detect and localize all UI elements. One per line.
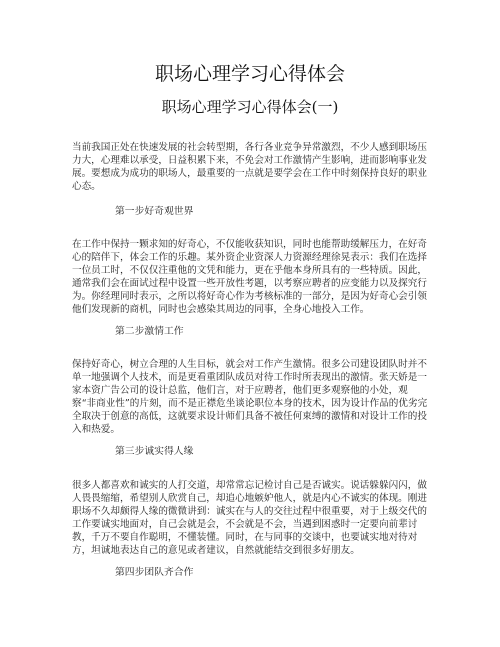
section-heading-4: 第四步团队齐合作 (115, 567, 194, 578)
page-title: 职场心理学习心得体会 (154, 63, 345, 85)
section-body-1: 在工作中保持一颗求知的好奇心，不仅能收获知识，同时也能帮助缓解压力，在好奇心的陪伴下，体会工作的乐趣。某外资企业资深人力资源经理徐晃表示：我们在选择一位员工时，不仅仅注重他的文凭和能力，更在乎他本身所具有的一些特质。因此，通常我们会在面试过程中设置一些开放性考题，以考察应聘者的应变能力以及探究行为。你经理同时表示，之所以将好奇心作为考核标准的一部分，是因为好奇心会引领他们发现新的商机，同时也会感染其周边的同事，全身心地投入工作。 (72, 239, 427, 315)
page-subtitle: 职场心理学习心得体会(一) (161, 98, 339, 116)
section-body-2: 保持好奇心，树立合理的人生目标，就会对工作产生激情。很多公司建设团队时并不单一地强调个人技术，而是更看重团队成员对待工作时所表现出的激情。张天娇是一家本资广告公司的设计总监，他们言，对于应聘者，他们更多观察他的小处，观察“非商业性”的片刻，而不是正襟危坐谈论职位本身的技术，因为设计作品的优劣完全取决于创意的高低，这就要求设计师们具备不被任何束缚的激情和对设计工作的投入和热爱。 (72, 359, 428, 435)
section-heading-1: 第一步好奇观世界 (115, 206, 194, 217)
section-heading-2: 第二步激情工作 (115, 326, 184, 337)
section-body-3: 很多人都喜欢和诚实的人打交道，却常常忘记检讨自己是否诚实。说话躲躲闪闪，做人畏畏缩缩，希望别人欣赏自己，却追心地嫉妒他人，就是内心不诚实的体现。刚进职场不久却颇得人缘的微微讲到：诚实在与人的交往过程中很重要，对于上级交代的工作要诚实地面对，自己会就是会，不会就是不会，当遇到困惑时一定要向前辈讨教，千万不要自作聪明，不懂装懂。同时，在与同事的交谈中，也要诚实地对待对方，坦诚地表达自己的意见或者建议，自然就能结交到很多好朋友。 (72, 480, 427, 556)
intro-paragraph: 当前我国正处在快速发展的社会转型期，各行各业竞争异常激烈，不少人感到职场压力大，心理难以承受，日益积累下来，不免会对工作激情产生影响，进而影响事业发展。要想成为成功的职场人，最重要的一点就是要学会在工作中时刻保持良好的职业心态。 (72, 142, 427, 192)
section-heading-3: 第三步诚实得人缘 (115, 446, 194, 457)
